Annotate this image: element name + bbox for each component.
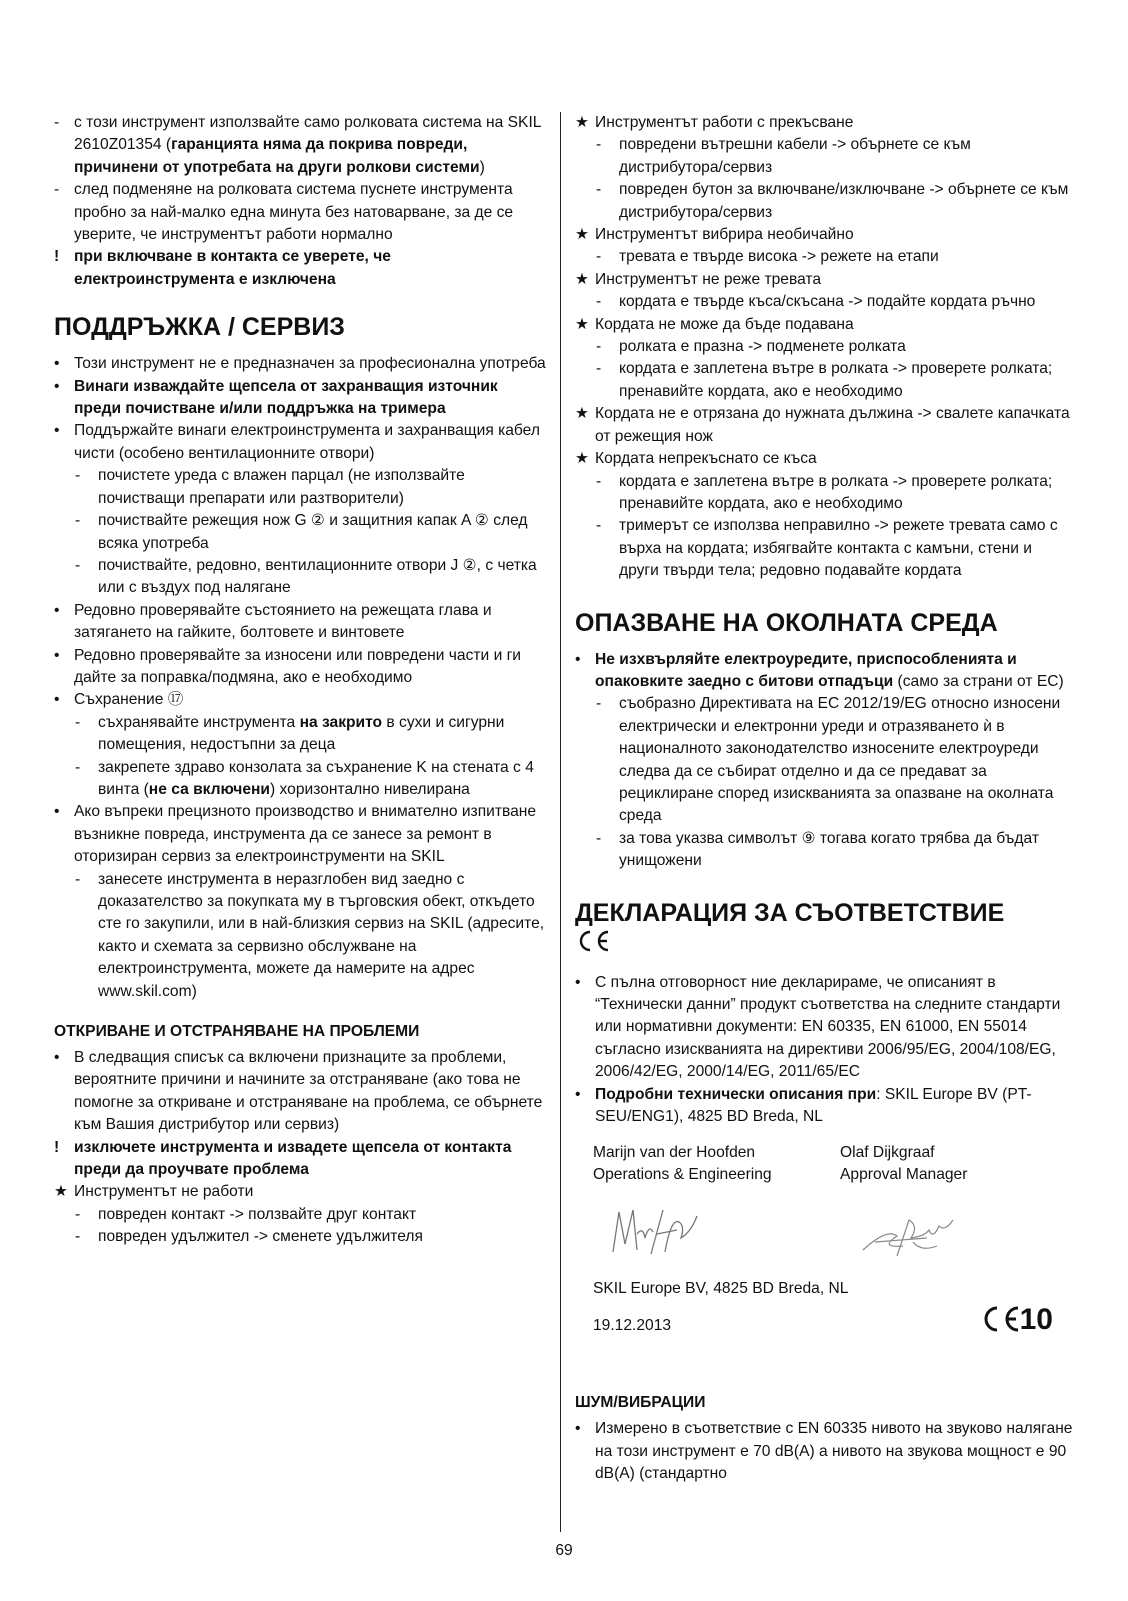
- list-item: [54, 555, 546, 600]
- list-text: ): [479, 158, 485, 176]
- list-item: [575, 358, 1075, 403]
- list-text: кордата е твърде къса/скъсана -> подайте кордата ръчно: [619, 293, 1036, 311]
- list-item: [575, 224, 1075, 246]
- list-marker: ★: [575, 226, 589, 244]
- list-marker: -: [596, 136, 602, 154]
- list-marker: •: [54, 601, 60, 619]
- list-item: [575, 1418, 1075, 1485]
- list-marker: ★: [575, 315, 589, 333]
- list-text: Редовно проверявайте за износени или повредени части и ги дайте за поправка/подмяна, ако е необходимо: [74, 646, 522, 686]
- ce-year-mark: [980, 1302, 1053, 1338]
- maintenance-heading: ПОДДРЪЖКА / СЕРВИЗ: [54, 313, 345, 342]
- troubleshooting-list: [54, 1047, 546, 1249]
- list-text: Инструментът не работи: [74, 1183, 254, 1201]
- list-item: [575, 471, 1075, 516]
- list-item: [54, 112, 546, 179]
- signature-1-icon: [605, 1204, 705, 1262]
- signatory-name-1: Marijn van der Hoofden: [593, 1144, 756, 1162]
- list-text: Инструментът вибрира необичайно: [595, 226, 854, 244]
- list-text: Инструментът не реже тревата: [595, 270, 822, 288]
- list-marker: -: [596, 695, 602, 713]
- environment-heading: ОПАЗВАНЕ НА ОКОЛНАТА СРЕДА: [575, 608, 998, 637]
- list-text: тревата е твърде висока -> режете на етапи: [619, 248, 939, 266]
- intro-list: [54, 112, 546, 291]
- list-text: почистете уреда с влажен парцал (не използвайте почистващи препарати или разтворители): [98, 467, 465, 507]
- list-text: кордата е заплетена вътре в ролката -> проверете ролката; пренавийте кордата, ако е необходимо: [619, 360, 1053, 400]
- list-item: [54, 869, 546, 1003]
- signatory-name-2: Olaf Dijkgraaf: [840, 1144, 935, 1162]
- right-column: [575, 112, 1075, 1486]
- list-item: [54, 246, 546, 291]
- list-text: Този инструмент не е предназначен за професионална употреба: [74, 355, 546, 373]
- list-marker: •: [54, 691, 60, 709]
- list-item: [54, 510, 546, 555]
- list-text: в сухи и сигурни помещения, недостъпни за деца: [98, 713, 505, 754]
- list-text: повредени вътрешни кабели -> обърнете се към дистрибутора/сервиз: [619, 136, 971, 176]
- list-text: Кордата не може да бъде подавана: [595, 315, 854, 333]
- list-text: след подменяне на ролковата система пуснете инструмента пробно за най-малко една минута без натоварване, за де се уверите, че инструментът работи нормално: [74, 181, 514, 244]
- troubleshooting-heading: ОТКРИВАНЕ И ОТСТРАНЯВАНЕ НА ПРОБЛЕМИ: [54, 1023, 420, 1041]
- page-number: 69: [555, 1542, 573, 1559]
- list-marker: -: [596, 293, 602, 311]
- declaration-date: 19.12.2013: [593, 1317, 672, 1335]
- list-item: [575, 828, 1075, 873]
- list-marker: -: [75, 467, 81, 485]
- list-item: [575, 403, 1075, 448]
- list-text: Редовно проверявайте състоянието на режещата глава и затягането на гайките, болтовете и винтовете: [74, 601, 492, 642]
- list-marker: -: [596, 181, 602, 199]
- list-text: занесете инструмента в неразглобен вид заедно с доказателство за покупката му в търговския обект, откъдето сте го закупили, или в най-близкия сервиз на SKIL (адресите, както и схемата за сервизно обслужване на електроинструмента, можете да намерите на адрес www.skil.com): [98, 870, 545, 1000]
- list-marker: •: [54, 803, 60, 821]
- bold-text: Не изхвърляйте електроуредите, приспособленията и опаковките заедно с битови отпадъци: [595, 650, 1017, 690]
- noise-list: [575, 1418, 1075, 1485]
- list-text: Съхранение ⑰: [74, 691, 184, 709]
- signatory-role-2: Approval Manager: [840, 1166, 968, 1184]
- declaration-heading: ДЕКЛАРАЦИЯ ЗА СЪОТВЕТСТВИЕ: [575, 898, 1005, 927]
- list-text: : SKIL Europe BV (PT-SEU/ENG1), 4825 BD Breda, NL: [595, 1085, 1032, 1126]
- company-address: SKIL Europe BV, 4825 BD Breda, NL: [593, 1280, 849, 1298]
- list-marker: •: [575, 973, 581, 991]
- list-item: [575, 112, 1075, 134]
- list-marker: -: [54, 181, 60, 199]
- bold-text: Подробни технически описания при: [595, 1085, 877, 1103]
- list-marker: •: [54, 422, 60, 440]
- list-item: [575, 134, 1075, 179]
- list-text: за това указва символът ⑨ тогава когато трябва да бъдат унищожени: [619, 829, 1039, 870]
- list-marker: •: [575, 650, 581, 668]
- list-marker: -: [596, 338, 602, 356]
- list-marker: -: [596, 829, 602, 847]
- list-text: повреден контакт -> ползвайте друг контакт: [98, 1205, 417, 1223]
- list-text: почиствайте режещия нож G ② и защитния капак A ② след всяка употреба: [98, 512, 528, 552]
- list-text: с този инструмент използвайте само ролковата система на SKIL 2610Z01354 (: [74, 114, 541, 154]
- list-item: [575, 246, 1075, 268]
- maintenance-list: [54, 353, 546, 1003]
- list-item: [54, 1226, 546, 1248]
- list-item: [575, 269, 1075, 291]
- list-marker: •: [575, 1085, 581, 1103]
- ce-mark-icon: [575, 929, 611, 953]
- list-text: (само за страни от ЕС): [893, 672, 1064, 690]
- list-item: [54, 600, 546, 645]
- list-marker: •: [54, 646, 60, 664]
- ce-year-digits: 10: [1019, 1303, 1053, 1337]
- ce-mark: [575, 929, 1075, 958]
- list-marker: -: [75, 1228, 81, 1246]
- list-text: почиствайте, редовно, вентилационните отвори J ②, с четка или с въздух под налягане: [98, 556, 537, 597]
- list-item: [54, 1137, 546, 1182]
- list-marker: -: [596, 517, 602, 535]
- list-marker: -: [75, 512, 81, 530]
- list-marker: •: [54, 377, 60, 395]
- left-column: [54, 112, 546, 1249]
- bold-text: гаранцията няма да покрива повреди, причинени от употребата на други ролкови системи: [74, 136, 480, 176]
- list-text: съхранявайте инструмента: [98, 713, 300, 731]
- list-text: В следващия списък са включени признаците за проблеми, вероятните причини и начините за отстраняване (ако това не помогне за откриване и отстраняване на проблема, се обърнете към Вашия дистрибутор или сервиз): [74, 1049, 543, 1134]
- list-marker: -: [75, 556, 81, 574]
- list-item: [54, 465, 546, 510]
- declaration-list: [575, 972, 1075, 1129]
- list-item: [54, 1047, 546, 1137]
- bold-text: при включване в контакта се уверете, че електроинструмента е изключена: [74, 248, 391, 288]
- list-marker: -: [75, 1205, 81, 1223]
- list-item: [54, 376, 546, 421]
- list-marker: !: [54, 248, 60, 266]
- list-marker: ★: [575, 450, 589, 468]
- list-text: Кордата непрекъснато се къса: [595, 450, 817, 468]
- list-item: [575, 448, 1075, 470]
- noise-heading: ШУМ/ВИБРАЦИИ: [575, 1394, 706, 1412]
- bold-text: не са включени: [148, 780, 271, 798]
- list-text: Ако въпреки прецизното производство и внимателно изпитване възникне повреда, инструмента да се занесе за ремонт в оторизиран сервиз за електроинструменти на SKIL: [74, 803, 537, 866]
- list-marker: -: [75, 870, 81, 888]
- list-text: Кордата не е отрязана до нужната дължина -> свалете капачката от режещия нож: [595, 405, 1070, 445]
- list-item: [575, 336, 1075, 358]
- list-marker: -: [75, 758, 81, 776]
- list-text: съобразно Директивата на ЕС 2012/19/EG относно износени електрически и електронни уреди и отразяването ѝ в националното законодателство износените електроуреди следва да се събират отделно и да се предават за рециклиране според изискванията за опазване на околната среда: [619, 695, 1061, 825]
- list-text: повреден бутон за включване/изключване -> обърнете се към дистрибутора/сервиз: [619, 181, 1069, 221]
- troubleshooting-list-continued: [575, 112, 1075, 583]
- list-item: [575, 1084, 1075, 1129]
- list-text: С пълна отговорност ние декларираме, че описаният в “Технически данни” продукт съответства на следните стандарти или нормативни документи: EN 60335, EN 61000, EN 55014 съгласно изискванията на директиви 2006/95/EG, 2004/108/EG, 2006/42/EG, 2000/14/EG, 2011/65/EC: [595, 973, 1061, 1081]
- signature-block: [575, 1142, 1075, 1392]
- column-divider: [560, 112, 561, 1532]
- list-marker: !: [54, 1138, 60, 1156]
- list-item: [54, 179, 546, 246]
- list-item: [575, 314, 1075, 336]
- list-text: закрепете здраво конзолата за съхранение K на стената с 4 винта (: [98, 758, 534, 798]
- list-marker: ★: [575, 270, 589, 288]
- signature-2-icon: [857, 1212, 967, 1262]
- list-item: [575, 972, 1075, 1084]
- list-marker: •: [575, 1420, 581, 1438]
- list-marker: •: [54, 1049, 60, 1067]
- list-item: [54, 801, 546, 868]
- list-marker: -: [596, 360, 602, 378]
- list-marker: ★: [54, 1183, 68, 1201]
- list-text: тримерът се използва неправилно -> режете тревата само с върха на кордата; избягвайте контакта с камъни, стени и други твърди тела; редовно подавайте кордата: [619, 517, 1058, 580]
- ce-year-mark-icon: [980, 1305, 1020, 1333]
- list-marker: ★: [575, 114, 589, 131]
- bold-text: изключете инструмента и извадете щепсела от контакта преди да проучвате проблема: [74, 1138, 512, 1179]
- list-item: [575, 693, 1075, 827]
- list-item: [575, 515, 1075, 582]
- list-item: [575, 291, 1075, 313]
- list-item: [54, 1181, 546, 1203]
- list-item: [54, 689, 546, 711]
- list-item: [54, 757, 546, 802]
- list-text: Инструментът работи с прекъсване: [595, 114, 854, 131]
- list-marker: •: [54, 355, 60, 373]
- list-item: [54, 712, 546, 757]
- list-text: Измерено в съответствие с EN 60335 нивото на звуково налягане на този инструмент е 70 dB(A) а нивото на звукова мощност е 90 dB(A) (стандартно: [595, 1420, 1073, 1483]
- list-text: ) хоризонтално нивелирана: [270, 780, 470, 798]
- list-marker: -: [596, 248, 602, 266]
- list-text: повреден удължител -> сменете удължителя: [98, 1228, 423, 1246]
- environment-list: [575, 649, 1075, 873]
- bold-text: на закрито: [299, 713, 383, 731]
- list-item: [54, 420, 546, 465]
- list-marker: -: [54, 114, 60, 131]
- list-item: [54, 1204, 546, 1226]
- list-item: [54, 645, 546, 690]
- list-marker: -: [596, 472, 602, 490]
- list-text: кордата е заплетена вътре в ролката -> проверете ролката; пренавийте кордата, ако е необходимо: [619, 472, 1053, 512]
- bold-text: Винаги изваждайте щепсела от захранващия източник преди почистване и/или поддръжка на тримера: [74, 377, 498, 418]
- list-marker: ★: [575, 405, 589, 423]
- list-item: [575, 179, 1075, 224]
- list-marker: -: [75, 713, 81, 731]
- list-text: ролката е празна -> подменете ролката: [619, 338, 906, 356]
- list-item: [54, 353, 546, 375]
- list-item: [575, 649, 1075, 694]
- signatory-role-1: Operations & Engineering: [593, 1166, 772, 1184]
- list-text: Поддържайте винаги електроинструмента и захранващия кабел чисти (особено вентилационните отвори): [74, 422, 540, 462]
